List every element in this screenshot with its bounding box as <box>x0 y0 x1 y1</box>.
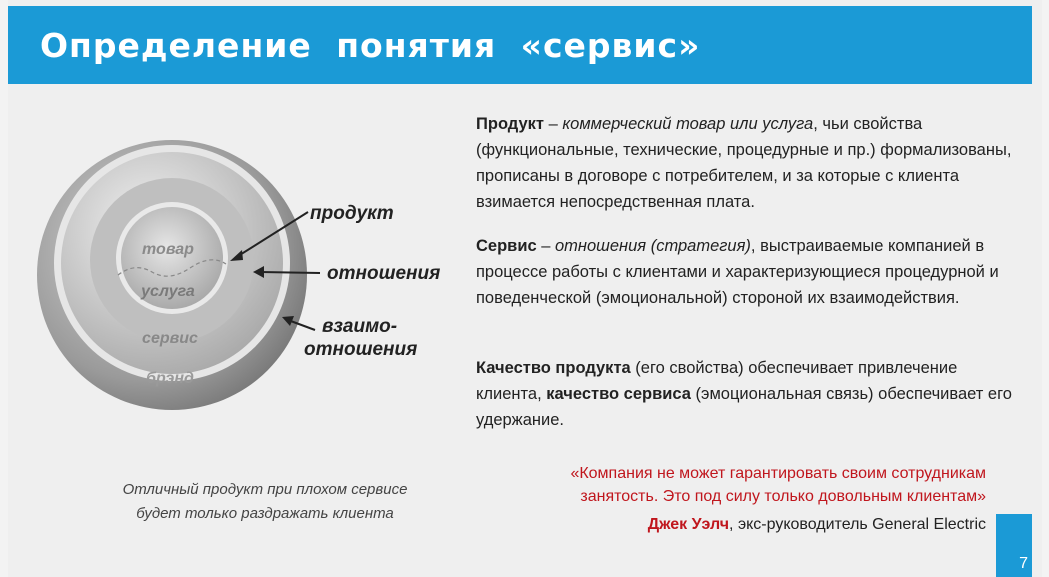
ring-label-usluga: услуга <box>141 283 195 300</box>
callout-interrelations-1: взаимо- <box>322 316 398 337</box>
page-title: Определение понятия «сервис» <box>40 26 701 65</box>
product-italic: коммерческий товар или услуга <box>562 115 814 133</box>
header-bar <box>8 6 1032 84</box>
term-product-quality: Качество продукта <box>476 359 631 377</box>
term-service: Сервис <box>476 237 537 255</box>
page-number-box <box>996 514 1032 577</box>
term-service-quality: качество сервиса <box>546 385 691 403</box>
caption-line-2: будет только раздражать клиента <box>136 505 394 522</box>
author-role: , экс-руководитель General Electric <box>729 516 986 533</box>
ring-label-tovar: товар <box>142 241 194 258</box>
term-product: Продукт <box>476 115 544 133</box>
quality-text-1: (его свойства) обеспечивает привлечение клиента, <box>476 359 958 403</box>
dash: – <box>536 237 555 255</box>
quality-text-2: (эмоциональная связь) обеспечивает его удержание. <box>476 385 1012 429</box>
quality-statement <box>476 355 1016 433</box>
caption-line-1: Отличный продукт при плохом сервисе <box>122 481 408 498</box>
ring-label-service: сервис <box>142 330 198 347</box>
definition-product <box>476 111 1016 215</box>
diagram-caption <box>60 478 470 526</box>
callout-product: продукт <box>310 203 394 224</box>
product-rest: , чьи свойства (функциональные, технические, процедурные и пр.) формализованы, прописаны в договоре с потребителем, и за которые с клиента взимается непосредственная плата. <box>476 115 1012 211</box>
quote-line-2: занятость. Это под силу только довольным клиентам» <box>580 488 986 505</box>
quote-author <box>470 516 986 534</box>
dash: – <box>544 115 563 133</box>
ring-label-brand: брэнд <box>146 370 194 387</box>
service-rest: , выстраиваемые компанией в процессе работы с клиентами и характеризующиеся процедурной и поведенческой (эмоциональной) стороной их взаимодействия. <box>476 237 999 307</box>
quote-line-1: «Компания не может гарантировать своим сотрудникам <box>570 465 986 482</box>
callout-interrelations-2: отношения <box>304 339 418 360</box>
arrow-relations <box>260 272 320 273</box>
callout-relations: отношения <box>327 263 441 284</box>
definition-service <box>476 233 1016 311</box>
author-name: Джек Уэлч <box>647 516 730 533</box>
concentric-diagram <box>30 130 480 420</box>
page-number: 7 <box>1019 555 1028 572</box>
service-italic: отношения (стратегия) <box>555 237 751 255</box>
rings-svg <box>30 130 480 420</box>
quote <box>470 462 986 508</box>
